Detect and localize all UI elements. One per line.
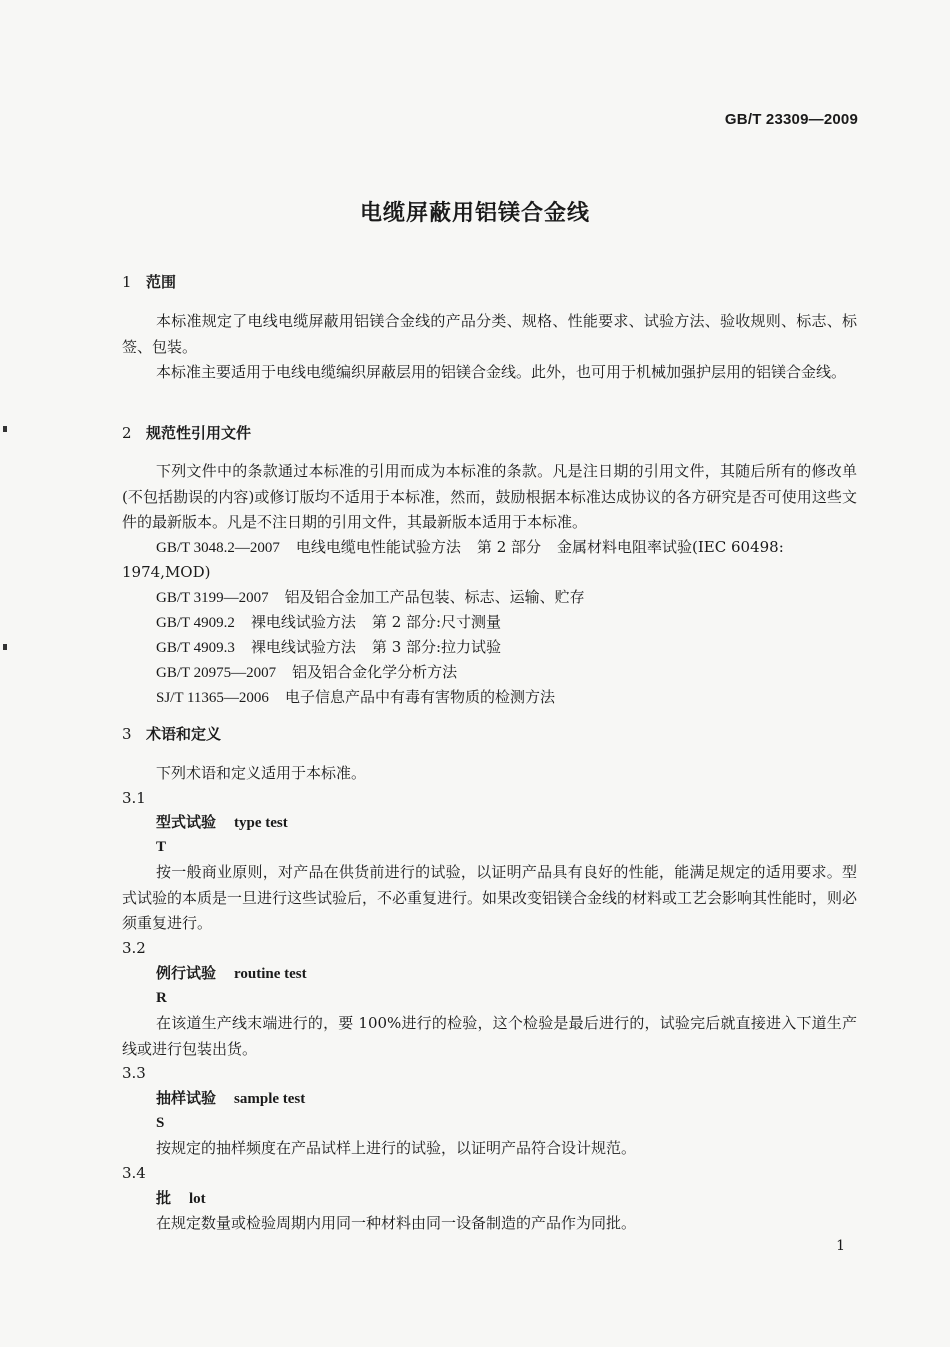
reference-code: GB/T 3199—2007 [156, 590, 269, 606]
term-abbreviation: R [156, 990, 167, 1006]
reference-subtitle: 金属材料电阻率试验(IEC 60498: [557, 538, 784, 556]
section-number: 2 [122, 424, 132, 442]
reference-title: 铝及铝合金化学分析方法 [292, 663, 458, 681]
term-en: type test [234, 815, 288, 831]
reference-code: GB/T 20975—2007 [156, 665, 277, 681]
standard-code: GB/T 23309—2009 [724, 111, 858, 128]
section-title: 规范性引用文件 [146, 424, 252, 442]
section-3-intro: 下列术语和定义适用于本标准。 [156, 764, 367, 782]
reference-title: 电线电缆电性能试验方法 [295, 538, 461, 556]
reference-item [156, 635, 501, 661]
term-name [156, 1086, 305, 1112]
reference-title: 裸电线试验方法 [250, 638, 356, 656]
term-cn: 批 [156, 1189, 172, 1207]
term-en: lot [189, 1191, 206, 1207]
reference-code: GB/T 4909.3 [156, 640, 235, 656]
section-2-heading [122, 421, 251, 446]
reference-code: GB/T 4909.2 [156, 615, 235, 631]
reference-part: 第 2 部分 [476, 538, 542, 556]
term-en: sample test [234, 1091, 306, 1107]
document-title: 电缆屏蔽用铝镁合金线 [359, 201, 590, 226]
term-abbreviation: T [156, 839, 167, 855]
term-name [156, 1186, 206, 1212]
term-definition: 在该道生产线末端进行的，要 100%进行的检验，这个检验是最后进行的，试验完后就直接进入下道生产线或进行包装出货。 [122, 1014, 857, 1058]
section-title: 范围 [146, 273, 177, 291]
section-2-paragraph: 下列文件中的条款通过本标准的引用而成为本标准的条款。凡是注日期的引用文件，其随后所有的修改单(不包括勘误的内容)或修订版均不适用于本标准，然而，鼓励根据本标准达成协议的各方研究是否可使用这些文件的最新版本。凡是不注日期的引用文件，其最新版本适用于本标准。 [122, 462, 857, 531]
term-definition: 在规定数量或检验周期内用同一种材料由同一设备制造的产品作为同批。 [156, 1214, 637, 1232]
term-number: 3.2 [122, 939, 146, 957]
term-abbreviation: S [156, 1115, 165, 1131]
page-number: 1 [836, 1238, 845, 1254]
term-definition: 按一般商业原则，对产品在供货前进行的试验，以证明产品具有良好的性能，能满足规定的适用要求。型式试验的本质是一旦进行这些试验后，不必重复进行。如果改变铝镁合金线的材料或工艺会影响其性能时，则必须重复进行。 [122, 863, 858, 932]
reference-code: SJ/T 11365—2006 [156, 690, 269, 706]
reference-item [156, 535, 784, 561]
term-cn: 例行试验 [156, 964, 217, 982]
term-name [156, 810, 288, 836]
term-number: 3.3 [122, 1064, 146, 1082]
section-1-paragraph-1: 本标准规定了电线电缆屏蔽用铝镁合金线的产品分类、规格、性能要求、试验方法、验收规则、标志、标签、包装。 [122, 312, 857, 356]
section-title: 术语和定义 [146, 725, 222, 743]
reference-part: 第 2 部分:尺寸测量 [371, 613, 502, 631]
section-3-heading [122, 722, 221, 747]
section-1-heading [122, 270, 176, 295]
term-definition: 按规定的抽样频度在产品试样上进行的试验，以证明产品符合设计规范。 [156, 1139, 637, 1157]
reference-continuation: 1974,MOD) [122, 563, 211, 581]
term-cn: 抽样试验 [156, 1089, 217, 1107]
scan-mark [3, 644, 7, 650]
reference-title: 裸电线试验方法 [250, 613, 356, 631]
section-number: 1 [122, 273, 132, 291]
reference-item [156, 610, 501, 636]
term-number: 3.1 [122, 789, 146, 807]
term-en: routine test [234, 966, 307, 982]
term-number: 3.4 [122, 1164, 146, 1182]
section-number: 3 [122, 725, 132, 743]
reference-item [156, 660, 457, 686]
scan-mark [3, 426, 7, 432]
term-cn: 型式试验 [156, 813, 217, 831]
term-name [156, 961, 307, 987]
reference-title: 电子信息产品中有毒有害物质的检测方法 [284, 688, 555, 706]
section-1-paragraph-2: 本标准主要适用于电线电缆编织屏蔽层用的铝镁合金线。此外，也可用于机械加强护层用的铝镁合金线。 [156, 363, 847, 381]
reference-title: 铝及铝合金加工产品包装、标志、运输、贮存 [284, 588, 585, 606]
reference-part: 第 3 部分:拉力试验 [371, 638, 502, 656]
reference-item [156, 585, 585, 611]
reference-item [156, 685, 555, 711]
reference-code: GB/T 3048.2—2007 [156, 540, 280, 556]
